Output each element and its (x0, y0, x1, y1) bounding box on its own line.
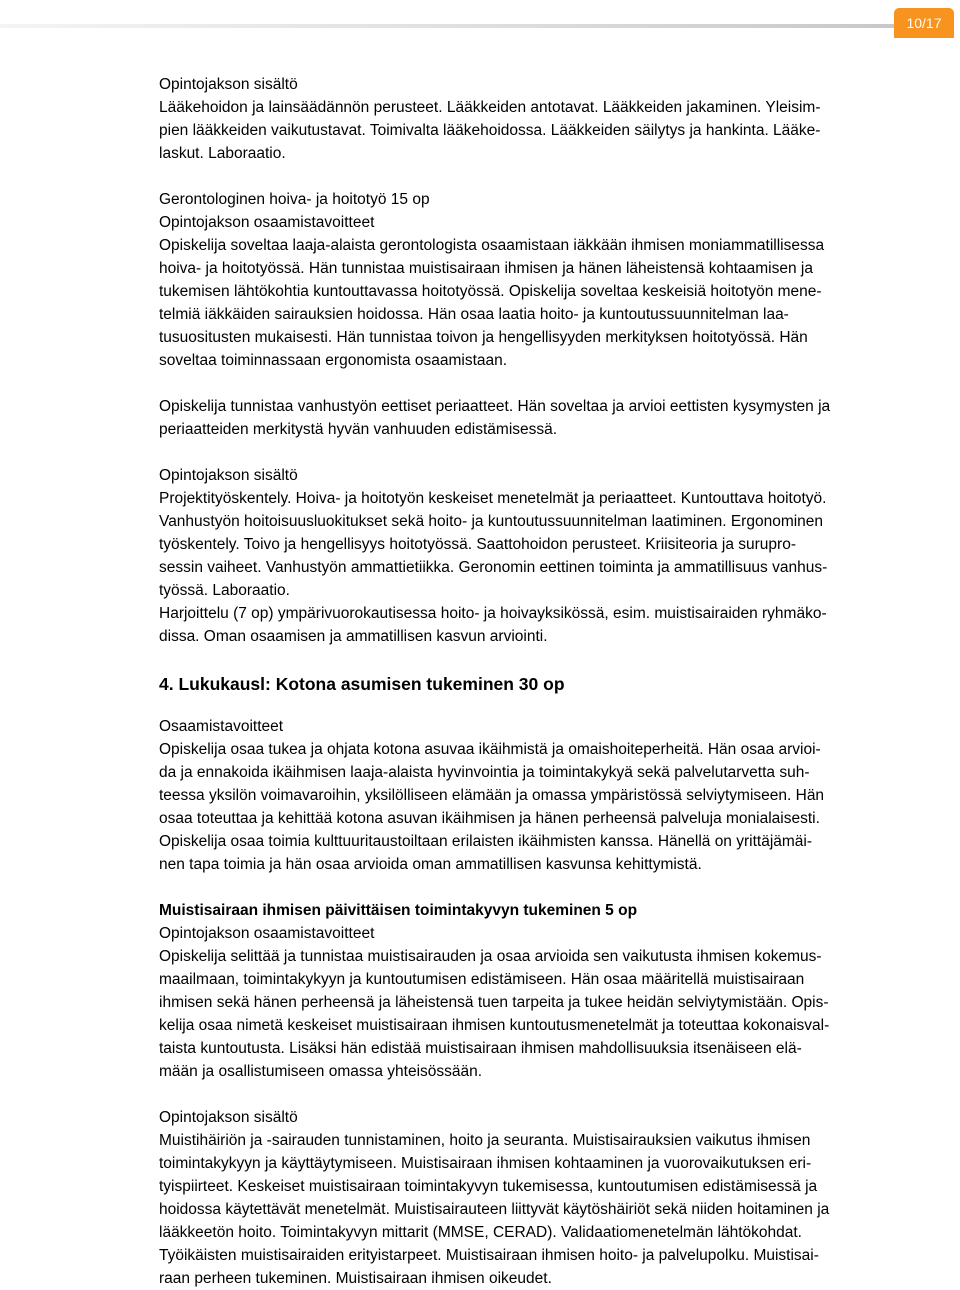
paragraph-line: lääkkeetön hoito. Toimintakyvyn mittarit (MMSE, CERAD). Validaatiomenetelmän lähtökohdat. (159, 1224, 802, 1241)
paragraph-line: tusuositusten mukaisesti. Hän tunnistaa toivon ja hengellisyyden merkityksen hoitotyössä. Hän (159, 329, 808, 346)
header-rule (0, 24, 894, 28)
paragraph-line: Muistihäiriön ja -sairauden tunnistaminen, hoito ja seuranta. Muistisairauksien vaikutus ihmisen (159, 1132, 811, 1149)
paragraph-line: mään ja osallistumiseen omassa yhteisössään. (159, 1063, 483, 1080)
paragraph-line: hoiva- ja hoitotyössä. Hän tunnistaa muistisairaan ihmisen ja hänen läheistensä kohtaamisen ja (159, 260, 813, 277)
paragraph-line: sessin vaiheet. Vanhustyön ammattietiikka. Geronomin eettinen toiminta ja ammatillisuus vanhus- (159, 559, 828, 576)
paragraph-line: laskut. Laboraatio. (159, 145, 286, 162)
paragraph-line: dissa. Oman osaamisen ja ammatillisen kasvun arviointi. (159, 628, 548, 645)
paragraph-line: teessa yksilön voimavaroihin, yksilölliseen elämään ja omassa ympäristössä selviytymiseen. Hän (159, 787, 825, 804)
paragraph-line: Opiskelija tunnistaa vanhustyön eettiset periaatteet. Hän soveltaa ja arvioi eettisten kysymysten ja (159, 398, 831, 415)
paragraph-line: ihmisen sekä hänen perheensä ja läheistensä tuen tarpeita ja tukee heidän selviytymistään. Opis- (159, 994, 829, 1011)
paragraph-line: periaatteiden merkitystä hyvän vanhuuden edistämisessä. (159, 421, 558, 438)
paragraph-line: Työikäisten muistisairaiden erityistarpeet. Muistisairaan ihmisen hoito- ja palvelupolku. Muistisai- (159, 1247, 819, 1264)
paragraph-line: osaa toteuttaa ja kehittää kotona asuvan ikäihmisen ja hänen perheensä palveluja monialaisesti. (159, 810, 820, 827)
paragraph-line: Lääkehoidon ja lainsäädännön perusteet. Lääkkeiden antotavat. Lääkkeiden jakaminen. Yleisim- (159, 99, 821, 116)
page-number: 10/17 (906, 15, 942, 31)
section-heading: Opintojakson sisältö (159, 467, 298, 484)
paragraph-line: tyispiirteet. Keskeiset muistisairaan toimintakyvyn tukemisessa, kuntoutumisen edistämisessä ja (159, 1178, 818, 1195)
section-heading: Opintojakson sisältö (159, 76, 298, 93)
course-title: Gerontologinen hoiva- ja hoitotyö 15 op (159, 191, 430, 208)
page-number-badge (894, 8, 954, 38)
paragraph-line: soveltaa toiminnassaan ergonomista osaamistaan. (159, 352, 508, 369)
paragraph-line: tukemisen lähtökohtia kuntouttavassa hoitotyössä. Opiskelija soveltaa keskeisiä hoitotyön mene- (159, 283, 822, 300)
paragraph-line: raan perheen tukeminen. Muistisairaan ihmisen oikeudet. (159, 1270, 552, 1287)
section-heading: Opintojakson sisältö (159, 1109, 298, 1126)
paragraph-line: taista kuntoutusta. Lisäksi hän edistää muistisairaan ihmisen mahdollisuuksia itsenäiseen elä- (159, 1040, 802, 1057)
paragraph-line: Opiskelija soveltaa laaja-alaista gerontologista osaamistaan iäkkään ihmisen moniammatillisessa (159, 237, 825, 254)
paragraph-line: Opiskelija osaa toimia kulttuuritaustoiltaan erilaisten ikäihmisten kanssa. Hänellä on yrittäjämäi- (159, 833, 813, 850)
course-title: Muistisairaan ihmisen päivittäisen toimintakyvyn tukeminen 5 op (159, 902, 638, 919)
paragraph-line: kelija osaa nimetä keskeiset muistisairaan ihmisen kuntoutusmenetelmät ja toteuttaa kokonaisval- (159, 1017, 830, 1034)
paragraph-line: työssä. Laboraatio. (159, 582, 290, 599)
chapter-title: 4. Lukukausl: Kotona asumisen tukeminen 30 op (159, 674, 565, 694)
section-heading: Opintojakson osaamistavoitteet (159, 214, 375, 231)
section-heading: Opintojakson osaamistavoitteet (159, 925, 375, 942)
paragraph-line: Vanhustyön hoitoisuusluokitukset sekä hoito- ja kuntoutussuunnitelman laatiminen. Ergonominen (159, 513, 824, 530)
paragraph-line: hoidossa käytettävät menetelmät. Muistisairauteen liittyvät käytöshäiriöt sekä niiden hoitaminen ja (159, 1201, 830, 1218)
document-body (159, 73, 909, 1290)
section-heading: Osaamistavoitteet (159, 718, 284, 735)
paragraph-line: toimintakykyyn ja käyttäytymiseen. Muistisairaan ihmisen kohtaaminen ja vuorovaikutuksen eri- (159, 1155, 812, 1172)
paragraph-line: nen tapa toimia ja hän osaa arvioida oman ammatillisen kasvunsa kehittymistä. (159, 856, 702, 873)
paragraph-line: Opiskelija selittää ja tunnistaa muistisairauden ja osaa arvioida sen vaikutusta ihmisen kokemus- (159, 948, 822, 965)
paragraph-line: Opiskelija osaa tukea ja ohjata kotona asuvaa ikäihmistä ja omaishoiteperheitä. Hän osaa arvioi- (159, 741, 821, 758)
paragraph-line: Harjoittelu (7 op) ympärivuorokautisessa hoito- ja hoivayksikössä, esim. muistisairaiden ryhmäko- (159, 605, 827, 622)
paragraph-line: telmiä iäkkäiden sairauksien hoidossa. Hän osaa laatia hoito- ja kuntoutussuunnitelman laa- (159, 306, 789, 323)
paragraph-line: työskentely. Toivo ja hengellisyys hoitotyössä. Saattohoidon perusteet. Kriisiteoria ja surupro- (159, 536, 796, 553)
paragraph-line: Projektityöskentely. Hoiva- ja hoitotyön keskeiset menetelmät ja periaatteet. Kuntouttava hoitotyö. (159, 490, 827, 507)
paragraph-line: da ja ennakoida ikäihmisen laaja-alaista hyvinvointia ja toimintakykyä sekä palvelutarvetta suh- (159, 764, 810, 781)
paragraph-line: pien lääkkeiden vaikutustavat. Toimivalta lääkehoidossa. Lääkkeiden säilytys ja hankinta. Lääke- (159, 122, 821, 139)
paragraph-line: maailmaan, toimintakykyyn ja kuntoutumisen edistämiseen. Hän osaa määritellä muistisairaan (159, 971, 805, 988)
